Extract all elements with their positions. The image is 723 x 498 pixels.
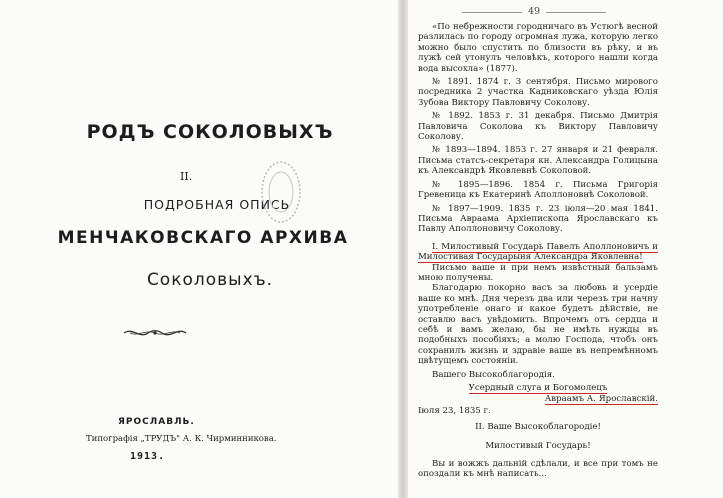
letter-date: Іюля 23, 1835 г. (418, 405, 491, 416)
signature-text: Авраамъ А. Ярославскій. (544, 394, 658, 405)
letter-body: Письмо ваше и при немъ извѣстный бальзамъ мною получены. (418, 262, 658, 283)
text-column (418, 22, 658, 480)
letter-body: Благодарю покорно васъ за любовь и усердіе ваше ко мнѣ. Дня черезъ два или черезъ три начну употребленіе онаго и какое будетъ дѣйствіе, не оставлю васъ увѣдомить. Впрочемъ отъ сердца и себѣ и вамъ желаю, бы не имѣть нужды въ подобныхъ пособіяхъ; а молю Господа, чтобъ онъ сохранилъ жизнь и здравіе ваше въ непремѣнномъ цвѣтущемъ состояніи. (418, 283, 658, 367)
letter2-opening: II. Ваше Высокоблагородіе! (475, 422, 601, 433)
library-stamp-icon (258, 156, 304, 228)
servant-text: Усердный слуга и Богомолецъ (468, 383, 608, 393)
letter-opening-text: I. Милостивый Государь Павелъ Аполлоновичъ и Милостивая Государыня Александра Яковлевна! (418, 241, 658, 263)
signature-line (418, 394, 658, 404)
title-line-2: МЕНЧАКОВСКАГО АРХИВА (57, 228, 349, 248)
publication-year: 1913. (130, 451, 166, 462)
salutation: Вашего Высокоблагородія. (432, 369, 555, 380)
paragraph: № 1895—1896. 1854 г. Письма Григорія Гревеница къ Екатеринѣ Аполлоновнѣ Соколовой. (418, 179, 658, 201)
letter2-body: Вы и вожжъ дальній сдѣлали, и все при томъ не опоздали къ мнѣ написать... (418, 459, 658, 480)
paragraph: № 1893—1894. 1853 г. 27 января и 21 февраля. Письма статсъ-секретаря кн. Александра Голицына къ Александрѣ Яковлевнѣ Соколовой. (418, 145, 658, 177)
page-number: 49 (528, 6, 541, 17)
subtitle: ПОДРОБНАЯ ОПИСЬ (143, 197, 291, 212)
printer-line: Типографія „ТРУДЪ" А. К. Чирминникова. (86, 434, 277, 444)
ornament-icon (122, 327, 188, 339)
letter2-greeting: Милостивый Государь! (485, 440, 591, 451)
volume-number: II. (180, 170, 193, 183)
publication-place: ЯРОСЛАВЛЬ. (118, 417, 195, 427)
paragraph: № 1892. 1853 г. 31 декабря. Письмо Дмитрія Павловича Соколова къ Виктору Павловичу Соколову. (418, 111, 658, 143)
letter-opening (418, 242, 658, 263)
paragraph: № 1891. 1874 г. 3 сентября. Письмо мирового посредника 2 участка Кадниковскаго уѣзда Юлія Зубова Виктору Павловичу Соколову. (418, 77, 658, 108)
paragraph: № 1897—1909. 1835 г. 23 іюля—20 мая 1841. Письма Авраама Архіепископа Ярославскаго къ Павлу Аполлоновичу Соколову. (418, 203, 658, 235)
title-line-1: РОДЪ СОКОЛОВЫХЪ (86, 121, 334, 143)
paragraph: «По небрежности городничаго въ Устюгѣ весной разлилась по городу огромная лужа, которую легко можно было спустить по близости въ рѣку, и въ лужѣ сей утонулъ человѣкъ, которого нашли когда вода высохла» (1877). (418, 22, 658, 74)
book-gutter (398, 0, 408, 498)
title-line-3: Соколовыхъ. (146, 270, 274, 290)
servant-line (418, 383, 658, 393)
